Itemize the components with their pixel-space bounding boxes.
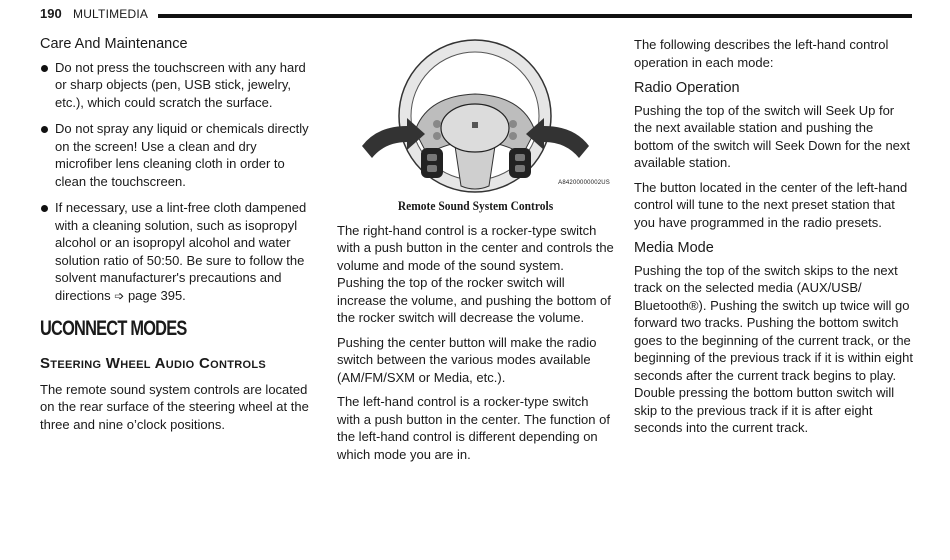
bullet-icon (41, 126, 48, 133)
bullet-icon (41, 205, 48, 212)
bullet-item: If necessary, use a lint-free cloth dampened with a cleaning solution, such as isopropyl alcohol or an isopropyl alcohol and water solution ratio of 50:50. Be sure to follow the solvent manufacturer's precautions and directions ➩ page 395. (40, 199, 316, 305)
steering-wheel-figure (337, 36, 614, 196)
page-number: 190 (40, 6, 62, 21)
steering-wheel-heading: Steering Wheel Audio Controls (40, 355, 266, 372)
right-control-paragraph: The right-hand control is a rocker-type switch with a push button in the center and controls the volume and mode of the sound system. Pushing the top of the rocker switch will increase the volume, and pushing the bottom of the rocker switch will decrease the volume. (337, 222, 614, 325)
figure-code: A84200000002US (558, 179, 610, 186)
header-rule (158, 14, 912, 18)
page-header (40, 6, 912, 22)
radio-operation-heading: Radio Operation (634, 80, 740, 96)
center-button-paragraph: Pushing the center button will make the radio switch between the various modes available (AM/FM/SXM or Media, etc.). (337, 334, 597, 385)
media-mode-heading: Media Mode (634, 240, 714, 256)
left-control-intro: The following describes the left-hand control operation in each mode: (634, 37, 889, 70)
column-left (40, 36, 316, 440)
column-middle (337, 36, 614, 470)
steering-wheel-illustration (337, 36, 614, 196)
care-bullet-list (40, 59, 316, 306)
page-reference-arrow-icon: ➩ (114, 288, 125, 303)
radio-paragraph-1: Pushing the top of the switch will Seek Up for the next available station and pushing the bottom of the switch will Seek Down for the next available station. (634, 102, 911, 170)
steering-description: The remote sound system controls are located on the rear surface of the steering wheel at the three and nine o’clock positions. (40, 381, 309, 432)
radio-paragraph-2: The button located in the center of the left-hand control will tune to the next preset station that you have programmed in the radio presets. (634, 179, 908, 230)
bullet-icon (41, 65, 48, 72)
section-name: MULTIMEDIA (73, 7, 149, 21)
figure-caption: Remote Sound System Controls (397, 199, 554, 213)
uconnect-modes-heading: UCONNECT MODES (40, 317, 187, 340)
bullet-item: Do not press the touchscreen with any hard or sharp objects (pen, USB stick, jewelry, etc.), which could scratch the surface. (40, 59, 316, 112)
media-paragraph: Pushing the top of the switch skips to the next track on the selected media (AUX/USB/ Bluetooth®). Pushing the switch up twice will go forward two tracks. Pushing the bottom switch goes to the beginning of the current track, or the beginning of the previous track if it is within eight seconds after the current track begins to play. Double pressing the bottom button switch will skip to the previous track if it is after eight seconds into the current track. (634, 262, 913, 435)
page-reference-link[interactable]: page 395. (127, 287, 186, 303)
care-heading: Care And Maintenance (40, 36, 188, 52)
bullet-item: Do not spray any liquid or chemicals directly on the screen! Use a clean and dry microfiber lens cleaning cloth in order to clean the touchscreen. (40, 120, 316, 190)
column-right (634, 36, 914, 444)
left-control-paragraph: The left-hand control is a rocker-type switch with a push button in the center. The function of the left-hand control is different depending on which mode you are in. (337, 394, 610, 462)
